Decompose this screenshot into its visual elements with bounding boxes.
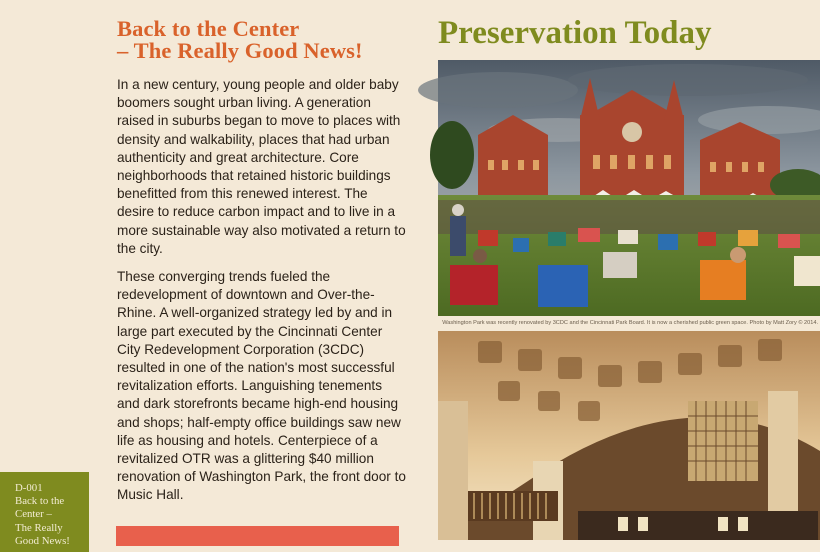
washington-park-photo — [438, 60, 820, 316]
coral-callout-box — [116, 526, 399, 546]
tag-line-4: Good News! — [15, 534, 70, 547]
document-tag — [0, 472, 89, 552]
tag-line-3: The Really — [15, 521, 63, 534]
article — [117, 18, 407, 515]
section-title: Preservation Today — [438, 15, 712, 51]
headline-line-1: Back to the Center — [117, 16, 300, 41]
article-headline — [117, 18, 407, 62]
headline-line-2: – The Really Good News! — [117, 38, 363, 63]
article-body — [117, 76, 407, 505]
article-paragraph-2: These converging trends fueled the redevelopment of downtown and Over-the-Rhine. A well-organized strategy led by and in large part executed by the Cincinnati Center City Redevelopment Corporation (3CDC) resulted in one of the nation's most successful revitalization efforts. Languishing tenements and dark storefronts became high-end housing and shops; half-empty office buildings saw new life as housing and hotels. Centerpiece of a revitalized OTR was a glittering $40 million renovation of Washington Park, the front door to Music Hall. — [117, 269, 406, 503]
tag-line-2: Center – — [15, 508, 52, 521]
tag-code: D-001 — [15, 482, 43, 494]
article-paragraph-1: In a new century, young people and older baby boomers sought urban living. A generation raised in suburbs began to move to places with density and walkability, places that had urban authenticity and great architecture. Core neighborhoods that retained historic buildings benefitted from this renewed interest. The desire to reduce carbon impact and to live in a more sustainable way also motivated a return to the city. — [117, 77, 406, 256]
tag-line-1: Back to the — [15, 495, 65, 508]
photo-caption: Washington Park was recently renovated by 3CDC and the Cincinnati Park Board. It is now a cherished public green space. Photo by Matt Zory © 2014. — [442, 320, 818, 326]
music-hall-interior-photo — [438, 331, 820, 540]
